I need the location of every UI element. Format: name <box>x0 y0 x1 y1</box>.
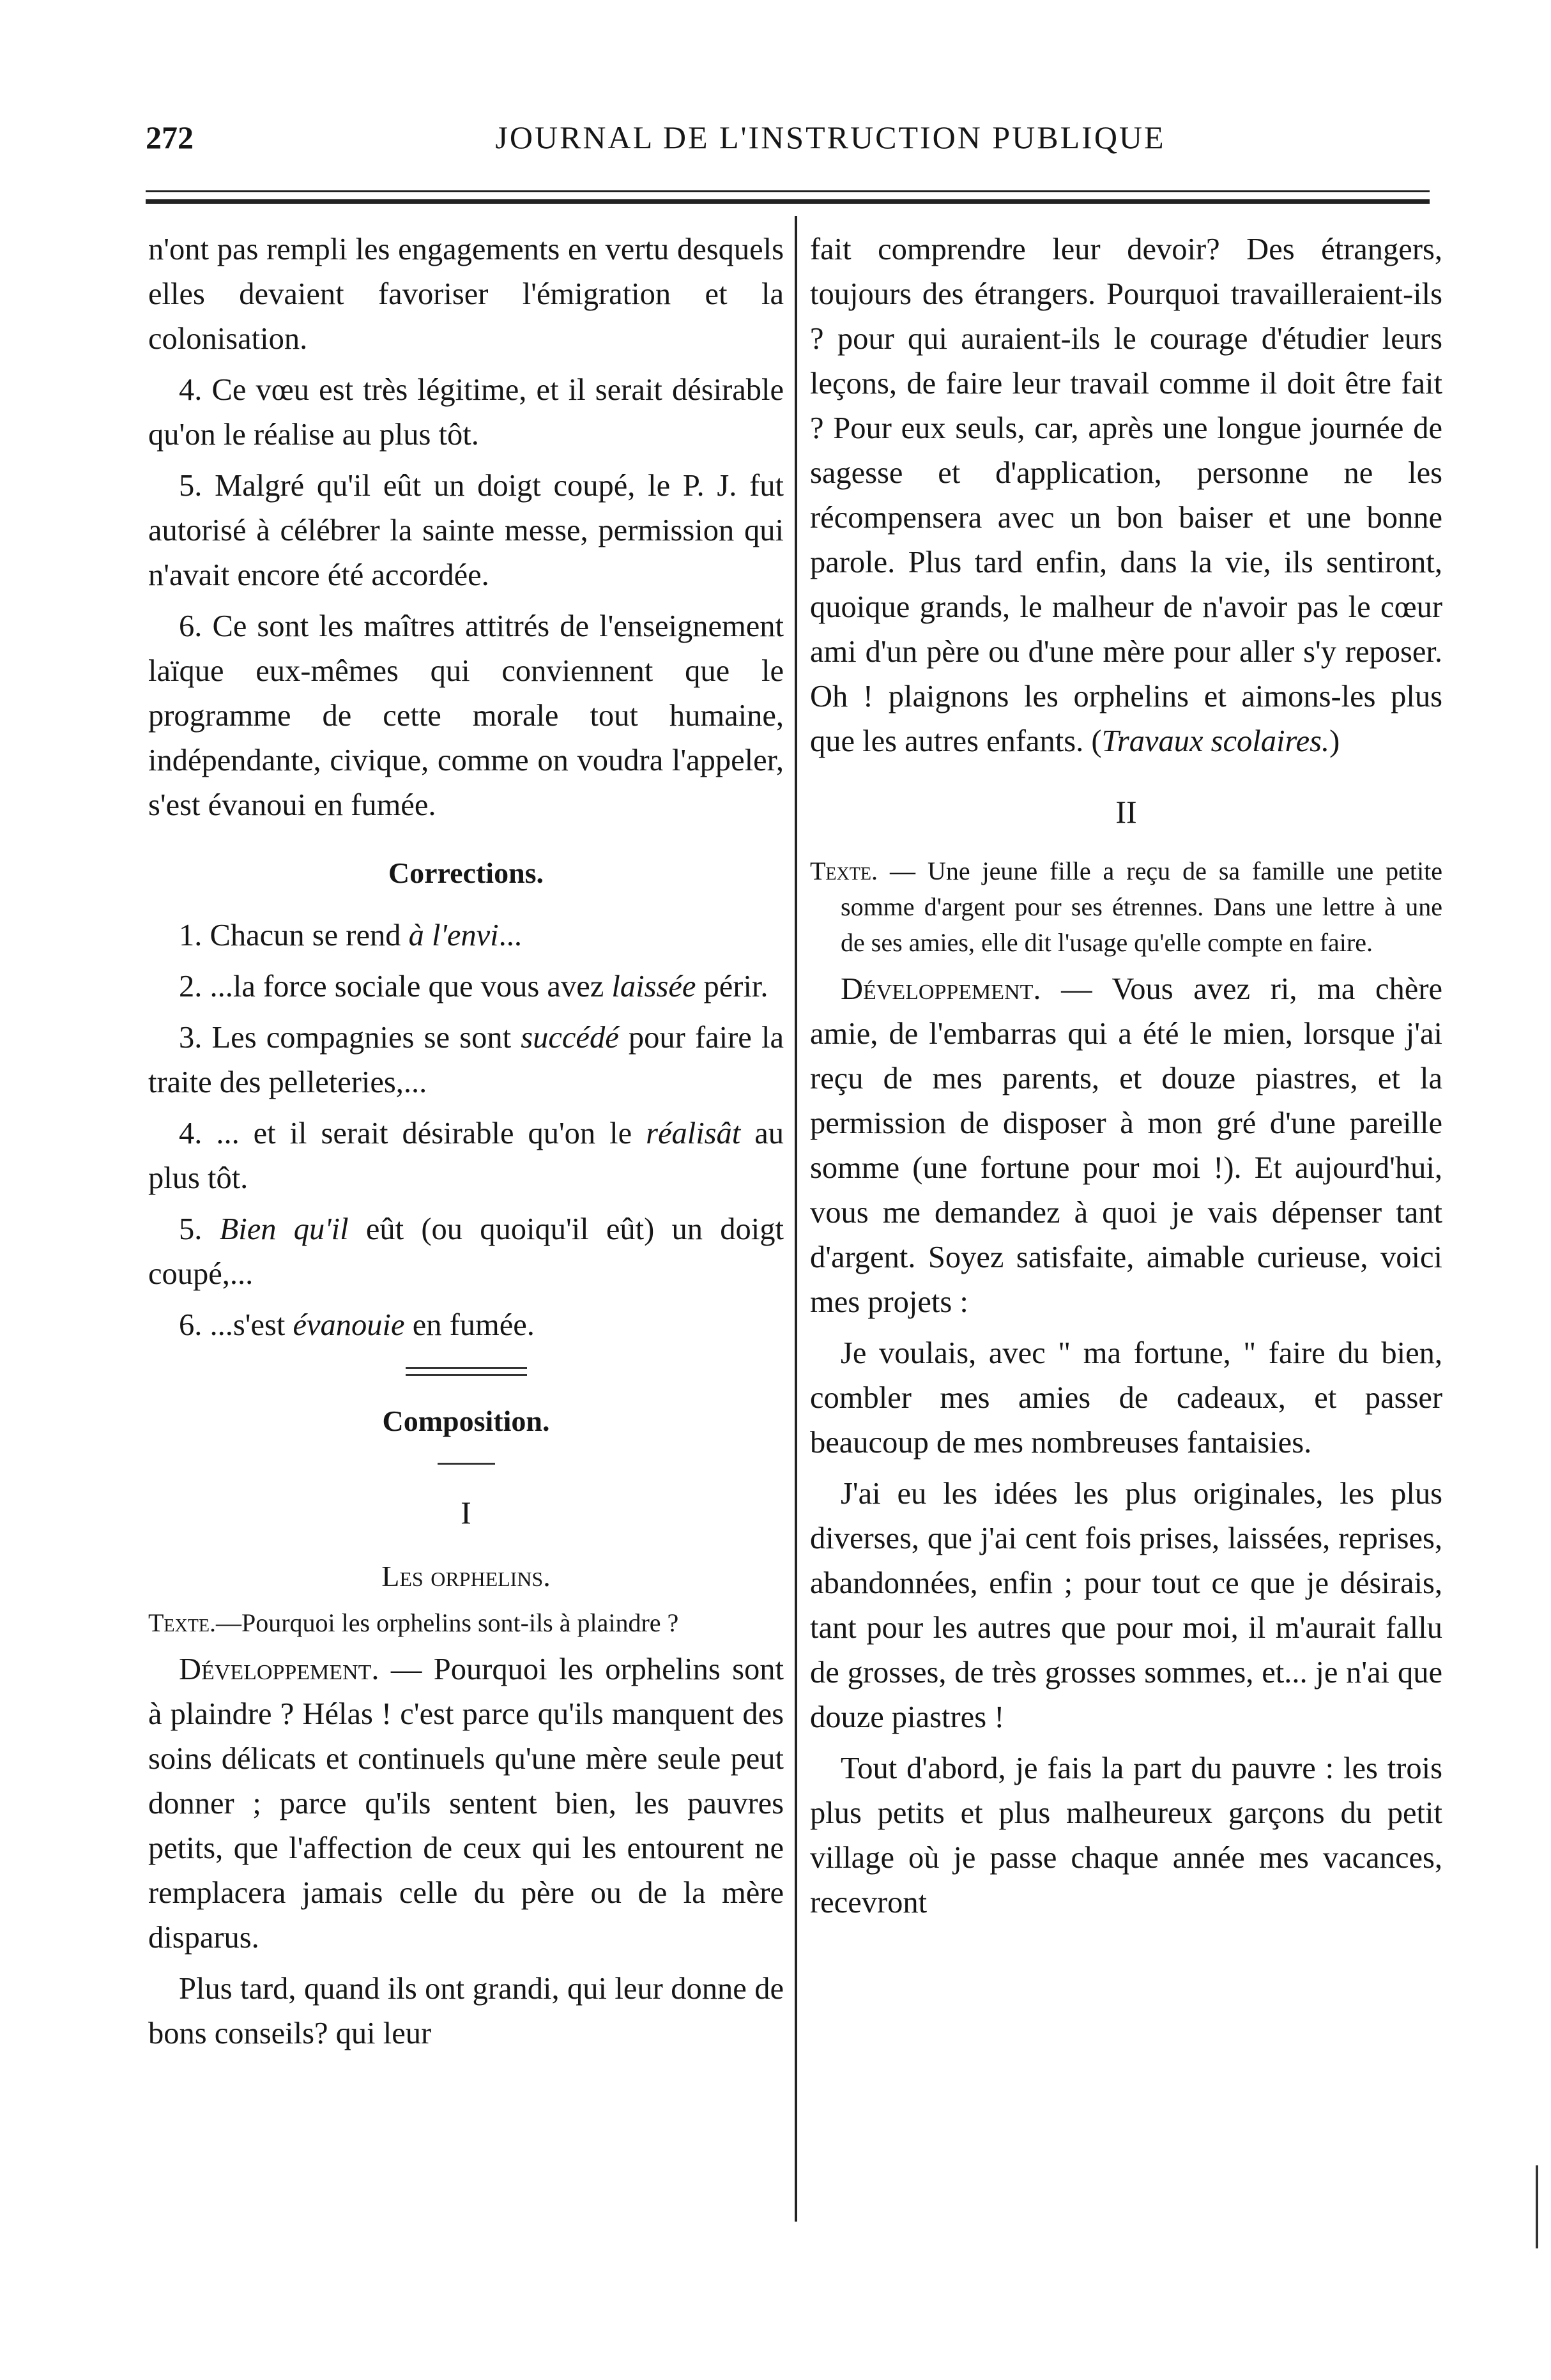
paragraph-end: ) <box>1329 724 1340 758</box>
correction-text: en fumée. <box>404 1308 535 1342</box>
short-divider <box>438 1463 495 1465</box>
correction-text: au plus tôt. <box>148 1117 784 1195</box>
correction-text: 6. ...s'est <box>179 1308 293 1342</box>
developpement-ii-p3: J'ai eu les idées les plus originales, les plus diverses, que j'ai cent fois prises, laissées, reprises, abandonnées, enfin ; pour tout ce que je désirais, tant pour les autres que pour moi, il m'aurait fallu de grosses, de très grosses sommes, et... je n'ai que douze piastres ! <box>810 1477 1442 1734</box>
left-column <box>148 227 784 2063</box>
texte-prompt-i <box>148 1605 784 1641</box>
source-citation: Travaux scolaires. <box>1101 724 1330 758</box>
exercise-item-4: 4. Ce vœu est très légitime, et il serait désirable qu'on le réalise au plus tôt. <box>148 373 784 452</box>
right-column <box>810 227 1442 1932</box>
correction-italic: évanouie <box>293 1308 405 1342</box>
developpement-label: Développement. <box>841 972 1041 1006</box>
texte-prompt-ii <box>810 853 1442 961</box>
page-number: 272 <box>146 119 194 155</box>
correction-item-1 <box>148 913 784 958</box>
texte-body: — Une jeune fille a reçu de sa famille une petite somme d'argent pour ses étrennes. Dans une lettre à une de ses amies, elle dit l'usage qu'elle compte en faire. <box>841 857 1442 957</box>
running-title: JOURNAL DE L'INSTRUCTION PUBLIQUE <box>495 119 1166 155</box>
correction-text: ... <box>498 919 522 952</box>
developpement-i-continued: Plus tard, quand ils ont grandi, qui leur donne de bons conseils? qui leur <box>148 1972 784 2050</box>
developpement-i <box>148 1647 784 1960</box>
correction-text: 4. ... et il serait désirable qu'on le <box>179 1117 646 1150</box>
correction-text: 5. <box>179 1212 220 1246</box>
correction-text: périr. <box>696 970 768 1003</box>
developpement-ii-p2: Je voulais, avec " ma fortune, " faire du bien, combler mes amies de cadeaux, et passer beaucoup de mes nombreuses fantaisies. <box>810 1336 1442 1460</box>
texte-body: —Pourquoi les orphelins sont-ils à plaindre ? <box>215 1608 679 1637</box>
correction-italic: succédé <box>521 1021 619 1055</box>
correction-item-2 <box>148 965 784 1009</box>
correction-text: eût (ou quoiqu'il eût) un doigt coupé,... <box>148 1212 784 1291</box>
correction-italic: à l'envi <box>408 919 499 952</box>
correction-item-3 <box>148 1016 784 1105</box>
section-divider <box>406 1367 527 1376</box>
correction-italic: réalisât <box>646 1117 741 1150</box>
correction-item-4 <box>148 1111 784 1201</box>
correction-item-6 <box>148 1303 784 1348</box>
composition-heading: Composition. <box>382 1405 550 1437</box>
paragraph-body: fait comprendre leur devoir? Des étrangers, toujours des étrangers. Pourquoi travailleraient-ils ? pour qui auraient-ils le courage d'étudier leurs leçons, de faire leur travail comme il doit être fait ? Pour eux seuls, car, après une longue journée de sagesse et d'application, personne ne les récompensera avec un bon baiser et une bonne parole. Plus tard enfin, dans la vie, ils sentiront, quoique grands, le malheur de n'avoir pas le cœur ami d'un père ou d'une mère pour aller s'y reposer. Oh ! plaignons les orphelins et aimons-les plus que les autres enfants. ( <box>810 233 1442 758</box>
paragraph-continued <box>810 227 1442 764</box>
exercise-item-6: 6. Ce sont les maîtres attitrés de l'enseignement laïque eux-mêmes qui conviennent que le programme de cette morale tout humaine, indépendante, civique, comme on voudra l'appeler, s'est évanoui en fumée. <box>148 609 784 822</box>
texte-label: Texte. <box>810 857 878 885</box>
correction-text: 3. Les compagnies se sont <box>179 1021 521 1055</box>
developpement-body: — Pourquoi les orphelins sont à plaindre ? Hélas ! c'est parce qu'ils manquent des soins délicats et continuels qu'une mère seule peut donner ; parce qu'ils sentent bien, les pauvres petits, que l'affection de ceux qui les entourent ne remplacera jamais celle du père ou de la mère disparus. <box>148 1652 784 1955</box>
developpement-ii <box>810 967 1442 1325</box>
correction-italic: laissée <box>611 970 696 1003</box>
correction-text: 2. ...la force sociale que vous avez <box>179 970 612 1003</box>
developpement-body: — Vous avez ri, ma chère amie, de l'embarras qui a été le mien, lorsque j'ai reçu de mes parents, et douze piastres, et la permission de disposer à mon gré d'une pareille somme (une fortune pour moi !). Et aujourd'hui, vous me demandez à quoi je vais dépenser tant d'argent. Soyez satisfaite, aimable curieuse, voici mes projets : <box>810 972 1442 1319</box>
correction-italic: Bien qu'il <box>219 1212 349 1246</box>
texte-label: Texte. <box>148 1608 216 1637</box>
scan-edge-mark <box>1536 2165 1538 2248</box>
developpement-ii-p4: Tout d'abord, je fais la part du pauvre : les trois plus petits et plus malheureux garçons du petit village où je passe chaque année mes vacances, recevront <box>810 1751 1442 1919</box>
exercise-item-5: 5. Malgré qu'il eût un doigt coupé, le P. J. fut autorisé à célébrer la sainte messe, permission qui n'avait encore été accordée. <box>148 469 784 592</box>
paragraph-continued: n'ont pas rempli les engagements en vertu desquels elles devaient favoriser l'émigration et la colonisation. <box>148 233 784 356</box>
correction-item-5 <box>148 1207 784 1297</box>
developpement-label: Développement. <box>179 1652 379 1686</box>
correction-text: 1. Chacun se rend <box>179 919 409 952</box>
section-subtitle: Les orphelins. <box>381 1560 551 1592</box>
corrections-heading: Corrections. <box>388 857 544 889</box>
header-rule-thin <box>146 190 1430 192</box>
header-rule-thick <box>146 199 1430 204</box>
section-number-i: I <box>461 1495 471 1530</box>
correction-text: pour faire la traite des pelleteries,... <box>148 1021 784 1099</box>
section-number-ii: II <box>1115 794 1137 830</box>
column-divider <box>795 216 797 2222</box>
